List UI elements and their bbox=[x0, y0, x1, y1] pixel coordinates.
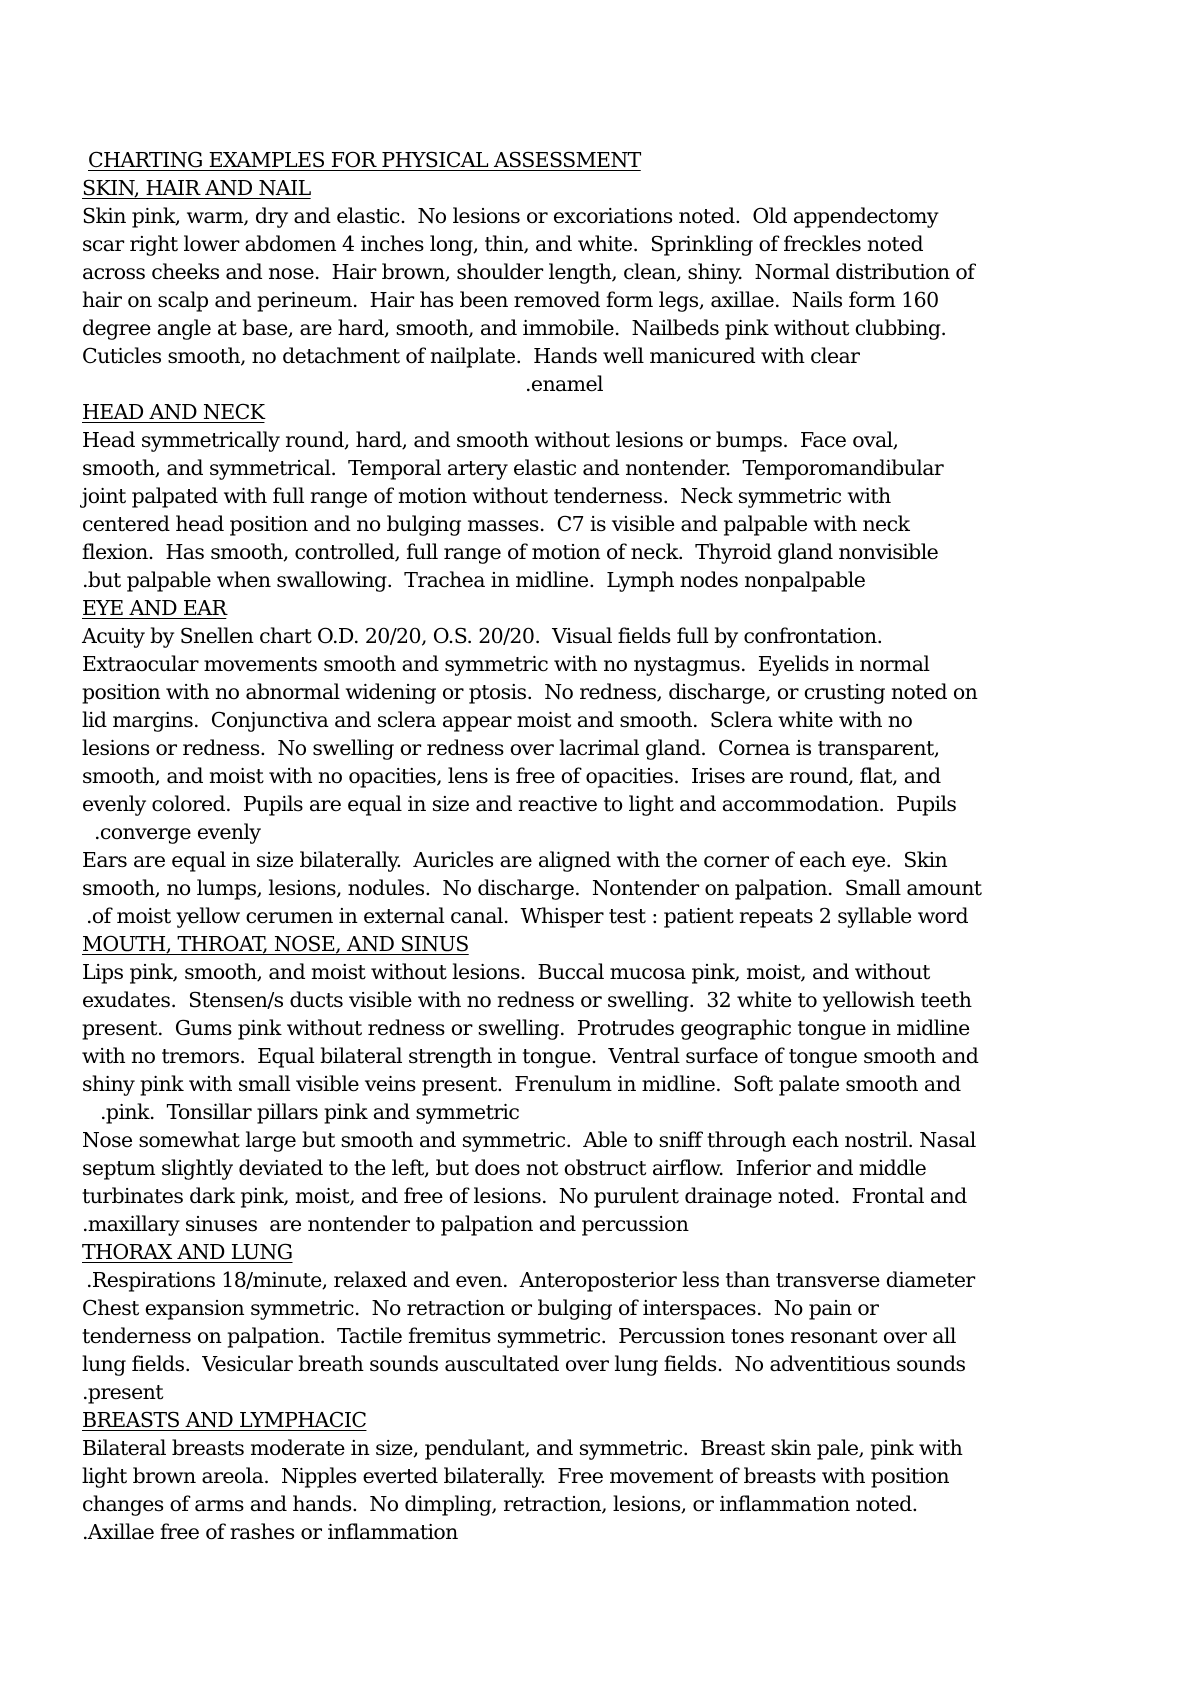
text-line: Head symmetrically round, hard, and smooth without lesions or bumps. Face oval, bbox=[82, 428, 899, 452]
section-heading-eye-ear: EYE AND EAR bbox=[82, 596, 227, 620]
text-line: lid margins. Conjunctiva and sclera appear moist and smooth. Sclera white with no bbox=[82, 708, 913, 732]
text-line: septum slightly deviated to the left, but does not obstruct airflow. Inferior and middle bbox=[82, 1156, 927, 1180]
text-line: turbinates dark pink, moist, and free of lesions. No purulent drainage noted. Frontal and bbox=[82, 1184, 967, 1208]
text-line: .maxillary sinuses are nontender to palpation and percussion bbox=[82, 1212, 689, 1236]
text-line: light brown areola. Nipples everted bilaterally. Free movement of breasts with position bbox=[82, 1464, 949, 1488]
text-line: Ears are equal in size bilaterally. Auricles are aligned with the corner of each eye. Skin bbox=[82, 848, 948, 872]
section-heading-skin: SKIN, HAIR AND NAIL bbox=[82, 176, 311, 200]
text-line: tenderness on palpation. Tactile fremitus symmetric. Percussion tones resonant over all bbox=[82, 1324, 956, 1348]
text-line: .Respirations 18/minute, relaxed and even. Anteroposterior less than transverse diameter bbox=[86, 1268, 975, 1292]
text-line: Acuity by Snellen chart O.D. 20/20, O.S. 20/20. Visual fields full by confrontation. bbox=[82, 624, 883, 648]
section-heading-head-neck: HEAD AND NECK bbox=[82, 400, 265, 424]
text-line: .enamel bbox=[525, 372, 604, 396]
text-line: evenly colored. Pupils are equal in size and reactive to light and accommodation. Pupils bbox=[82, 792, 957, 816]
text-line: lesions or redness. No swelling or redness over lacrimal gland. Cornea is transparent, bbox=[82, 736, 940, 760]
text-line: Chest expansion symmetric. No retraction or bulging of interspaces. No pain or bbox=[82, 1296, 879, 1320]
text-line: with no tremors. Equal bilateral strength in tongue. Ventral surface of tongue smooth and bbox=[82, 1044, 979, 1068]
text-line: position with no abnormal widening or ptosis. No redness, discharge, or crusting noted on bbox=[82, 680, 978, 704]
text-line: exudates. Stensen/s ducts visible with no redness or swelling. 32 white to yellowish teeth bbox=[82, 988, 972, 1012]
text-line: Bilateral breasts moderate in size, pendulant, and symmetric. Breast skin pale, pink with bbox=[82, 1436, 963, 1460]
document-title: CHARTING EXAMPLES FOR PHYSICAL ASSESSMENT bbox=[88, 148, 641, 172]
section-heading-thorax-lung: THORAX AND LUNG bbox=[82, 1240, 293, 1264]
text-line: Nose somewhat large but smooth and symmetric. Able to sniff through each nostril. Nasal bbox=[82, 1128, 976, 1152]
text-line: .converge evenly bbox=[94, 820, 261, 844]
text-line: .of moist yellow cerumen in external canal. Whisper test : patient repeats 2 syllable word bbox=[86, 904, 969, 928]
text-line: .Axillae free of rashes or inflammation bbox=[82, 1520, 458, 1544]
text-line: Lips pink, smooth, and moist without lesions. Buccal mucosa pink, moist, and without bbox=[82, 960, 930, 984]
text-line: smooth, and symmetrical. Temporal artery elastic and nontender. Temporomandibular bbox=[82, 456, 944, 480]
text-line: shiny pink with small visible veins present. Frenulum in midline. Soft palate smooth and bbox=[82, 1072, 961, 1096]
text-line: flexion. Has smooth, controlled, full range of motion of neck. Thyroid gland nonvisible bbox=[82, 540, 939, 564]
text-line: present. Gums pink without redness or swelling. Protrudes geographic tongue in midline bbox=[82, 1016, 970, 1040]
text-line: Extraocular movements smooth and symmetric with no nystagmus. Eyelids in normal bbox=[82, 652, 930, 676]
section-heading-mouth-throat: MOUTH, THROAT, NOSE, AND SINUS bbox=[82, 932, 469, 956]
text-line: across cheeks and nose. Hair brown, shoulder length, clean, shiny. Normal distribution of bbox=[82, 260, 975, 284]
text-line: .but palpable when swallowing. Trachea in midline. Lymph nodes nonpalpable bbox=[82, 568, 866, 592]
text-line: centered head position and no bulging masses. C7 is visible and palpable with neck bbox=[82, 512, 910, 536]
text-line: .present bbox=[82, 1380, 163, 1404]
text-line: .pink. Tonsillar pillars pink and symmetric bbox=[100, 1100, 520, 1124]
text-line: changes of arms and hands. No dimpling, retraction, lesions, or inflammation noted. bbox=[82, 1492, 918, 1516]
text-line: degree angle at base, are hard, smooth, and immobile. Nailbeds pink without clubbing. bbox=[82, 316, 947, 340]
text-line: lung fields. Vesicular breath sounds auscultated over lung fields. No adventitious sounds bbox=[82, 1352, 966, 1376]
text-line: scar right lower abdomen 4 inches long, thin, and white. Sprinkling of freckles noted bbox=[82, 232, 924, 256]
section-heading-breasts-lymphatic: BREASTS AND LYMPHACIC bbox=[82, 1408, 367, 1432]
text-line: hair on scalp and perineum. Hair has been removed form legs, axillae. Nails form 160 bbox=[82, 288, 939, 312]
text-line: Cuticles smooth, no detachment of nailplate. Hands well manicured with clear bbox=[82, 344, 860, 368]
text-line: smooth, and moist with no opacities, lens is free of opacities. Irises are round, flat, and bbox=[82, 764, 941, 788]
text-line: smooth, no lumps, lesions, nodules. No discharge. Nontender on palpation. Small amount bbox=[82, 876, 982, 900]
text-line: joint palpated with full range of motion without tenderness. Neck symmetric with bbox=[82, 484, 891, 508]
text-line: Skin pink, warm, dry and elastic. No lesions or excoriations noted. Old appendectomy bbox=[82, 204, 938, 228]
